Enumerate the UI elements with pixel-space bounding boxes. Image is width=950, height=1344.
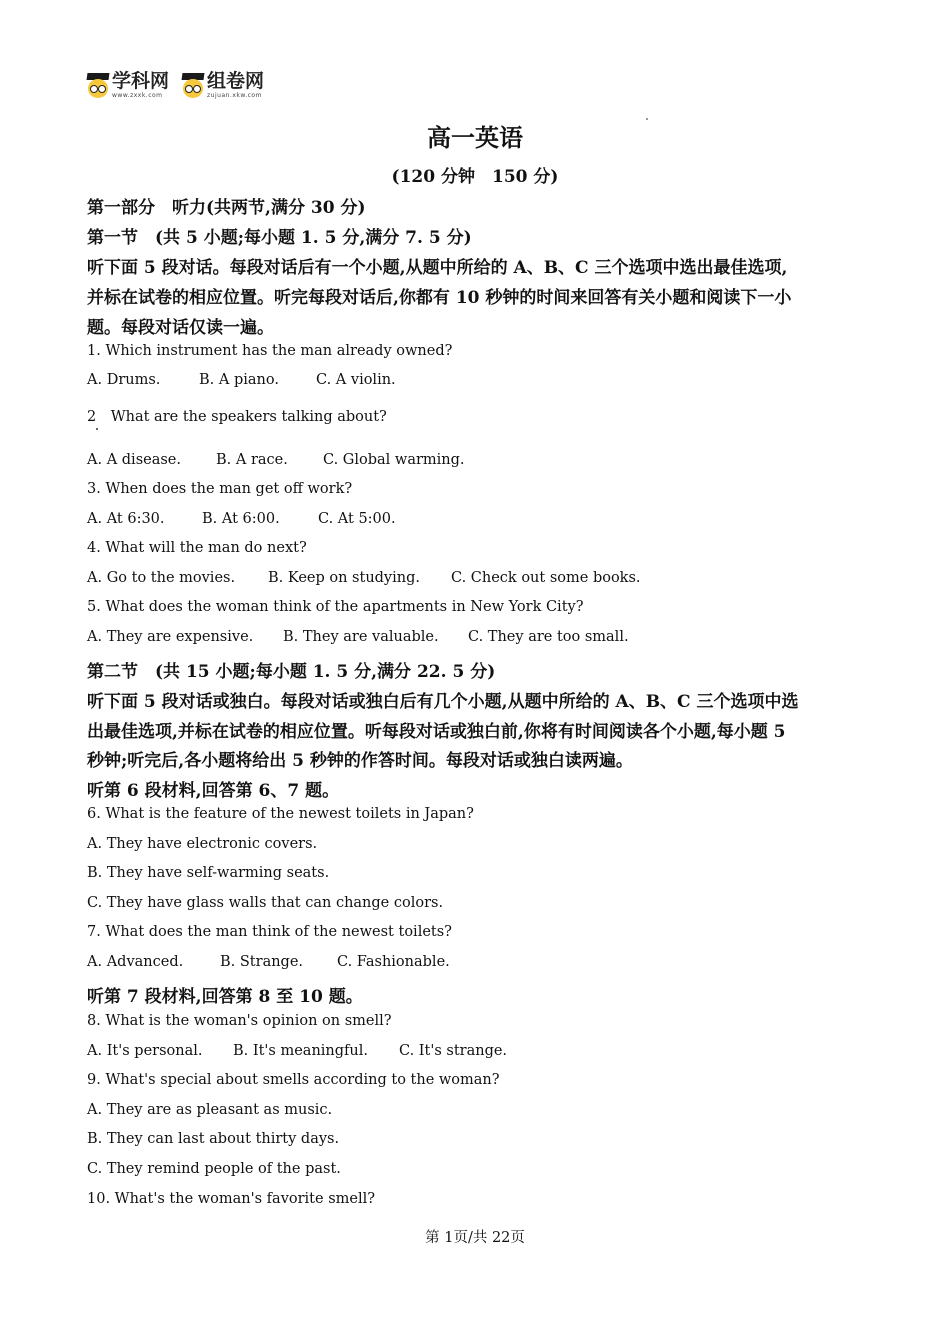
logo-url: www.zxxk.com [112, 92, 163, 99]
instruction-line: 出最佳选项,并标在试卷的相应位置。听每段对话或独白前,你将有时间阅读各个小题,每小题 5 [87, 722, 786, 742]
option-b: B. A race. [216, 452, 288, 468]
option-b: B. A piano. [199, 372, 279, 388]
option-a: A. Advanced. [87, 954, 184, 970]
option-b: B. Keep on studying. [268, 570, 420, 586]
option-a: A. A disease. [87, 452, 181, 468]
option-a: A. At 6:30. [87, 511, 165, 527]
option-a: A. They are as pleasant as music. [87, 1102, 333, 1118]
question-options [87, 954, 450, 970]
page-footer: 第 1页/共 22页 [425, 1230, 525, 1246]
question-options [87, 511, 396, 527]
question-options [87, 452, 465, 468]
owl-mascot-icon [86, 73, 110, 99]
material-heading: 听第 7 段材料,回答第 8 至 10 题。 [87, 987, 363, 1007]
option-c: C. Fashionable. [337, 954, 450, 970]
question-options [87, 629, 629, 645]
section-heading: 第二节 (共 15 小题;每小题 1. 5 分,满分 22. 5 分) [87, 662, 496, 682]
question-options [87, 1043, 507, 1059]
instruction-line: 题。每段对话仅读一遍。 [87, 318, 274, 338]
option-c: C. At 5:00. [318, 511, 396, 527]
question-text: 3. When does the man get off work? [87, 481, 353, 497]
option-a: A. Go to the movies. [87, 570, 236, 586]
option-b: B. At 6:00. [202, 511, 280, 527]
instruction-line: 秒钟;听完后,各小题将给出 5 秒钟的作答时间。每段对话或独白读两遍。 [87, 751, 633, 771]
question-text: 7. What does the man think of the newest toilets? [87, 924, 452, 940]
question-text: 6. What is the feature of the newest toilets in Japan? [87, 806, 474, 822]
option-b: B. They can last about thirty days. [87, 1131, 340, 1147]
stray-mark [96, 428, 98, 430]
option-c: C. Global warming. [323, 452, 465, 468]
logo-name: 组卷网 [207, 70, 265, 92]
instruction-line: 听下面 5 段对话或独白。每段对话或独白后有几个小题,从题中所给的 A、B、C 三个选项中选 [87, 692, 799, 712]
question-text: 2 What are the speakers talking about? [87, 409, 387, 425]
option-b: B. They have self-warming seats. [87, 865, 330, 881]
section-heading: 第一节 (共 5 小题;每小题 1. 5 分,满分 7. 5 分) [87, 228, 472, 248]
option-a: A. They are expensive. [87, 629, 254, 645]
question-text: 1. Which instrument has the man already owned? [87, 343, 453, 359]
option-c: C. It's strange. [399, 1043, 508, 1059]
logo-name: 学科网 [112, 70, 170, 92]
part-heading: 第一部分 听力(共两节,满分 30 分) [87, 198, 366, 218]
material-heading: 听第 6 段材料,回答第 6、7 题。 [87, 781, 340, 801]
option-c: C. They are too small. [468, 629, 629, 645]
option-b: B. It's meaningful. [233, 1043, 368, 1059]
xuekewang-logo [86, 72, 169, 99]
question-text: 8. What is the woman's opinion on smell? [87, 1013, 392, 1029]
question-options [87, 570, 641, 586]
question-text: 5. What does the woman think of the apartments in New York City? [87, 599, 584, 615]
option-b: B. Strange. [220, 954, 304, 970]
option-c: C. They remind people of the past. [87, 1161, 341, 1177]
option-c: C. Check out some books. [451, 570, 641, 586]
question-text: 9. What's special about smells according to the woman? [87, 1072, 500, 1088]
option-a: A. It's personal. [87, 1043, 203, 1059]
page-subtitle: (120 分钟 150 分) [391, 167, 559, 187]
option-b: B. They are valuable. [283, 629, 439, 645]
instruction-line: 听下面 5 段对话。每段对话后有一个小题,从题中所给的 A、B、C 三个选项中选出最佳选项, [87, 258, 788, 278]
header-logos [86, 72, 276, 99]
zujuanwang-logo [181, 72, 264, 99]
question-text: 4. What will the man do next? [87, 540, 307, 556]
page-title: 高一英语 [427, 123, 523, 152]
question-options [87, 372, 396, 388]
option-c: C. They have glass walls that can change colors. [87, 895, 444, 911]
owl-mascot-icon [181, 73, 205, 99]
option-c: C. A violin. [316, 372, 396, 388]
question-text: 10. What's the woman's favorite smell? [87, 1191, 376, 1207]
option-a: A. They have electronic covers. [87, 836, 318, 852]
option-a: A. Drums. [87, 372, 161, 388]
logo-url: zujuan.xkw.com [207, 92, 262, 99]
instruction-line: 并标在试卷的相应位置。听完每段对话后,你都有 10 秒钟的时间来回答有关小题和阅读下一小 [87, 288, 792, 308]
